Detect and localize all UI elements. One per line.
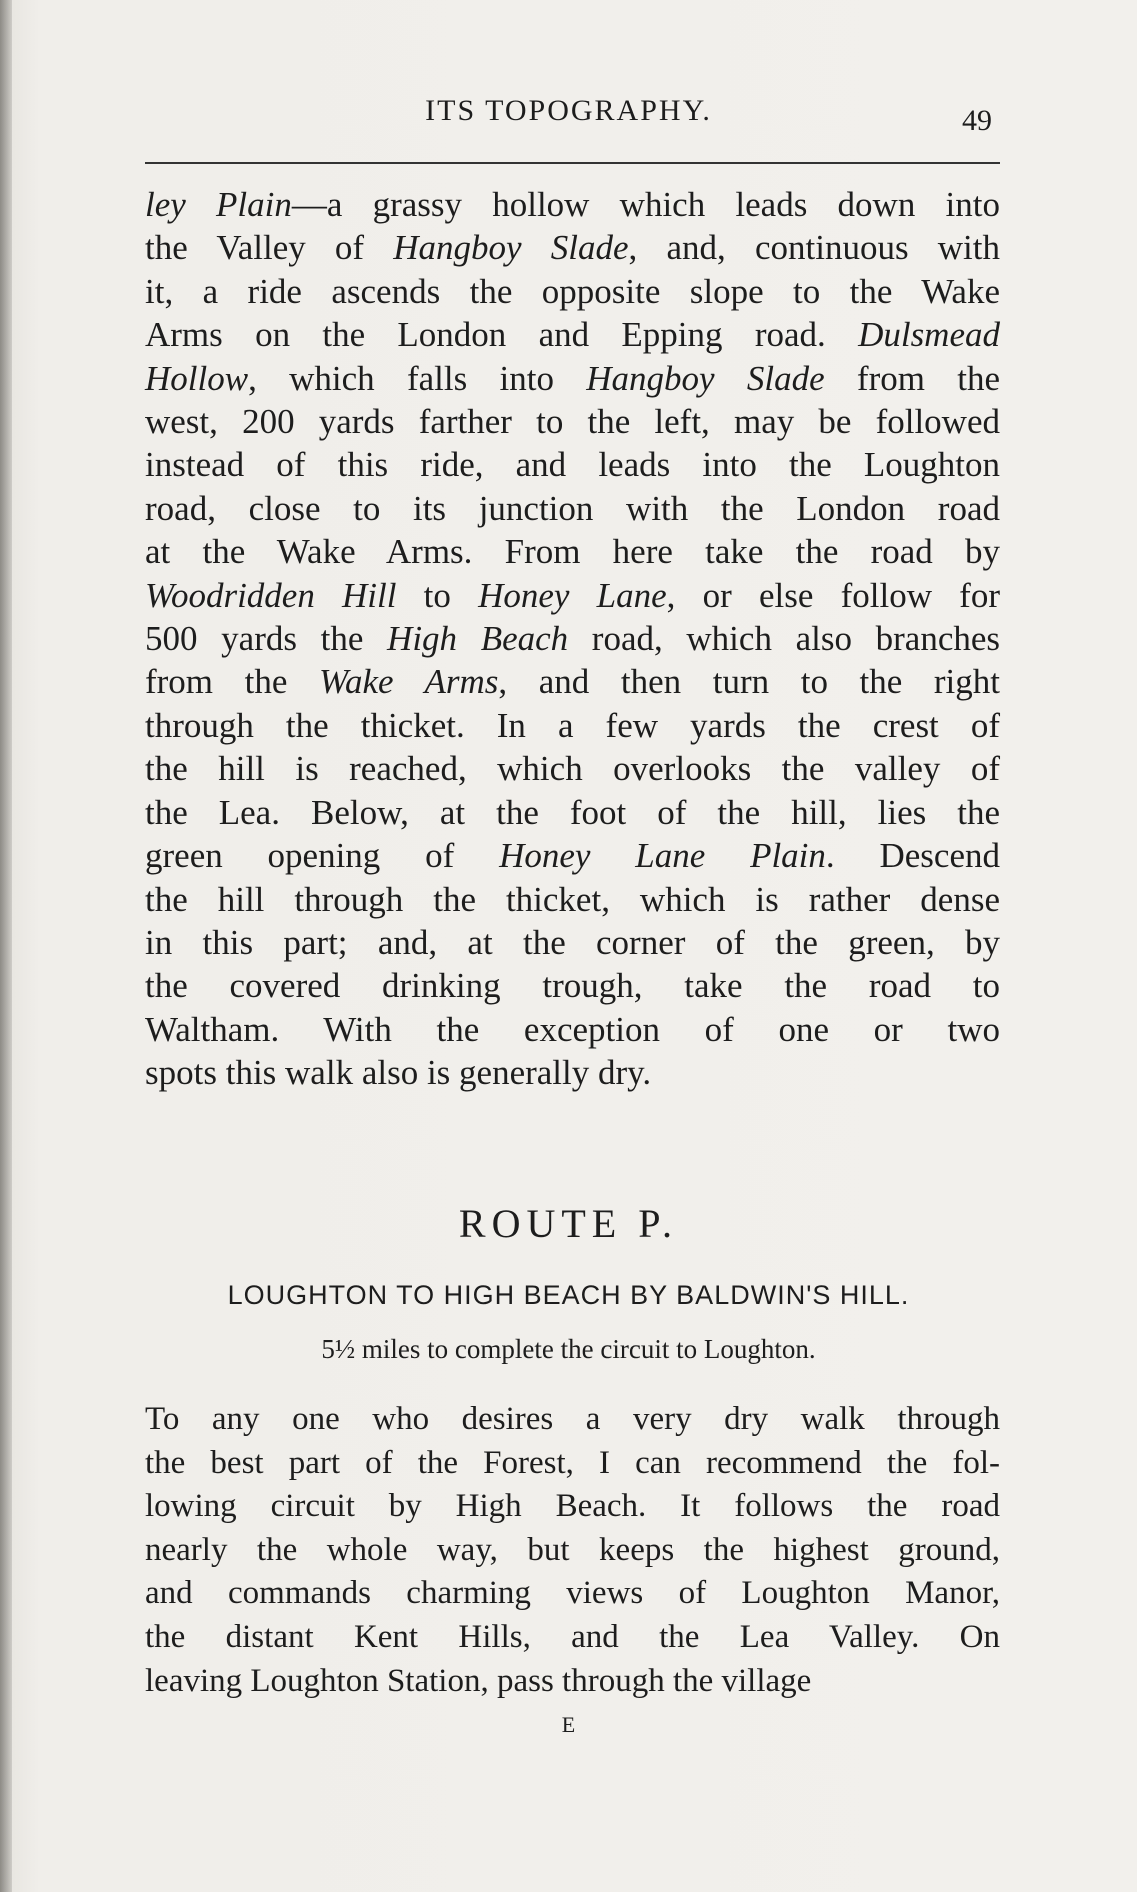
text-run: Waltham. With the exception of one or two	[145, 1009, 1000, 1049]
text-run: in this part; and, at the corner of the green, by	[145, 922, 1000, 962]
text-run: road, close to its junction with the London road	[145, 488, 1000, 528]
text-run: the hill is reached, which overlooks the valley of	[145, 749, 1000, 789]
signature-mark: E	[561, 1712, 576, 1737]
text-run: —a grassy hollow which leads down into	[291, 185, 1000, 224]
text-run: from the	[824, 358, 1001, 398]
text-line	[145, 357, 1000, 400]
text-line	[145, 226, 1000, 269]
passage-one	[145, 183, 1000, 1095]
italic-place-name: Hangboy Slade	[586, 358, 825, 398]
text-line	[145, 704, 1000, 747]
text-run: , and then turn to the right	[498, 662, 1001, 702]
route-title: ROUTE P.	[458, 1201, 679, 1246]
text-run: the distant Kent Hills, and the Lea Valley. On	[145, 1618, 1000, 1655]
italic-place-name: Honey Lane Plain	[499, 836, 826, 876]
text-line	[145, 921, 1000, 964]
text-line	[145, 1660, 1000, 1704]
text-run: to	[396, 575, 479, 615]
text-line	[145, 530, 1000, 573]
route-subtitle: LOUGHTON TO HIGH BEACH BY BALDWIN'S HILL.	[227, 1280, 910, 1310]
text-run: the Valley of	[145, 228, 394, 268]
text-line	[145, 400, 1000, 443]
header-rule	[145, 162, 1000, 164]
page-number: 49	[962, 104, 992, 137]
text-line	[145, 747, 1000, 790]
text-line	[145, 964, 1000, 1007]
text-run: the hill through the thicket, which is rather dense	[145, 879, 1000, 919]
text-line	[145, 1572, 1000, 1616]
text-line	[145, 487, 1000, 530]
text-line	[145, 617, 1000, 660]
text-run: through the thicket. In a few yards the crest of	[145, 705, 1000, 745]
text-line	[145, 1442, 1000, 1486]
passage-two	[145, 1398, 1000, 1703]
text-line	[145, 834, 1000, 877]
text-line	[145, 443, 1000, 486]
text-line	[145, 574, 1000, 617]
text-run: spots this walk also is generally dry.	[145, 1053, 652, 1093]
text-run: leaving Loughton Station, pass through the village	[145, 1662, 812, 1699]
text-run: green opening of	[145, 836, 500, 876]
text-line	[145, 270, 1000, 313]
text-run: from the	[145, 662, 319, 702]
text-run: To any one who desires a very dry walk through	[145, 1401, 1000, 1437]
route-distance: 5½ miles to complete the circuit to Loughton.	[321, 1334, 816, 1364]
text-run: . Descend	[825, 836, 1000, 876]
text-run: road, which also branches	[568, 619, 1001, 659]
text-run: it, a ride ascends the opposite slope to the Wake	[145, 271, 1000, 311]
text-run: at the Wake Arms. From here take the road by	[145, 532, 1000, 572]
italic-place-name: ley Plain	[145, 185, 292, 224]
text-line	[145, 1485, 1000, 1529]
text-line	[145, 1008, 1000, 1051]
text-run: nearly the whole way, but keeps the highest ground,	[145, 1531, 1000, 1568]
text-run: west, 200 yards farther to the left, may be followed	[145, 402, 1000, 442]
text-run: lowing circuit by High Beach. It follows the road	[145, 1488, 1000, 1525]
text-line	[145, 791, 1000, 834]
text-line	[145, 1398, 1000, 1442]
text-run: , and, continuous with	[628, 228, 1000, 268]
italic-place-name: Hollow	[145, 358, 249, 398]
text-run: and commands charming views of Loughton Manor,	[145, 1575, 1000, 1612]
text-run: Arms on the London and Epping road.	[145, 315, 859, 355]
italic-place-name: High Beach	[387, 619, 569, 659]
text-run: instead of this ride, and leads into the Loughton	[145, 445, 1000, 485]
text-line	[145, 183, 1000, 226]
text-line	[145, 878, 1000, 921]
text-line	[145, 1051, 1000, 1094]
italic-place-name: Dulsmead	[858, 315, 1000, 355]
text-run: , which falls into	[248, 358, 587, 398]
text-run: the covered drinking trough, take the road to	[145, 966, 1000, 1006]
text-run: the Lea. Below, at the foot of the hill, lies the	[145, 792, 1000, 832]
text-line	[145, 1529, 1000, 1573]
text-run: the best part of the Forest, I can recommend the fol-	[145, 1444, 1000, 1481]
italic-place-name: Honey Lane	[478, 575, 667, 615]
text-line	[145, 313, 1000, 356]
italic-place-name: Woodridden Hill	[145, 575, 397, 615]
running-head: ITS TOPOGRAPHY.	[425, 94, 712, 127]
italic-place-name: Hangboy Slade	[393, 228, 629, 268]
text-run: 500 yards the	[145, 619, 388, 659]
italic-place-name: Wake Arms	[319, 662, 499, 702]
text-run: , or else follow for	[666, 575, 1000, 615]
text-line	[145, 1616, 1000, 1660]
text-line	[145, 660, 1000, 703]
